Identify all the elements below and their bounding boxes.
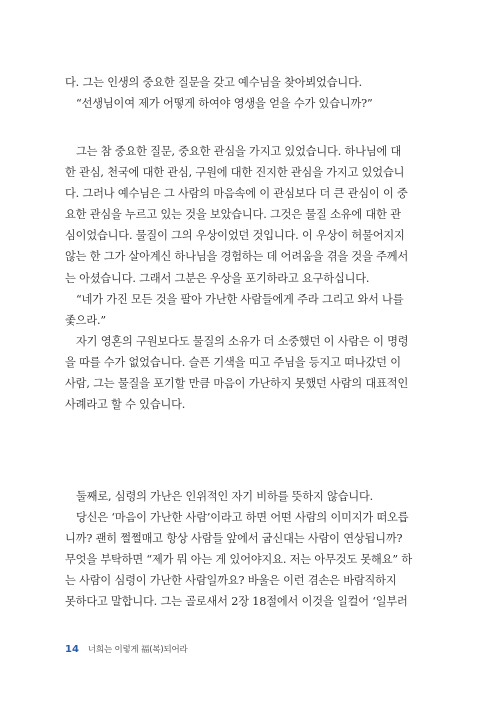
text-line: 요한 관심을 누르고 있는 것을 보았습니다. 그것은 물질 소유에 대한 관: [65, 208, 401, 222]
text-line: 그는 참 중요한 질문, 중요한 관심을 가지고 있었습니다. 하나님에 대: [76, 145, 402, 158]
text-line: 다. 그는 인생의 중요한 질문을 갖고 예수님을 찾아뵈었습니다.: [65, 76, 363, 89]
paragraph-3: [65, 486, 435, 613]
text-line: 당신은 ‘마음이 가난한 사람’이라고 하면 어떤 사람의 이미지가 떠오릅: [76, 511, 409, 525]
text-line: 사례라고 할 수 있습니다.: [65, 398, 186, 412]
text-line: 니까? 괜히 쩔쩔매고 항상 사람들 앞에서 굽신대는 사람이 연상됩니까?: [65, 532, 403, 546]
paragraph-2: [65, 141, 435, 415]
text-line: 좇으라.”: [65, 313, 106, 327]
page-number: 14: [65, 644, 79, 655]
text-line: 자기 영혼의 구원보다도 물질의 소유가 더 소중했던 이 사람은 이 명령: [76, 334, 409, 348]
text-line: 무엇을 부탁하면 “제가 뭐 아는 게 있어야지요. 저는 아무것도 못해요” 하: [65, 553, 413, 567]
text-line: 을 따를 수가 없었습니다. 슬픈 기색을 띠고 주님을 등지고 떠나갔던 이: [65, 355, 401, 369]
text-line: 는 아셨습니다. 그래서 그분은 우상을 포기하라고 요구하십니다.: [65, 271, 370, 285]
text-line: 사람, 그는 물질을 포기할 만큼 마음이 가난하지 못했던 사람의 대표적인: [65, 377, 409, 391]
running-title: 너희는 이렇게 福(복)되어라: [87, 645, 188, 655]
text-line: 둘째로, 심령의 가난은 인위적인 자기 비하를 뜻하지 않습니다.: [76, 490, 374, 503]
text-line: 않는 한 그가 살아계신 하나님을 경험하는 데 어려움을 겪을 것을 주께서: [65, 250, 409, 264]
text-line: “선생님이여 제가 어떻게 하여야 영생을 얻을 수가 있습니까?”: [76, 97, 373, 111]
text-line: 다. 그러나 예수님은 그 사람의 마음속에 이 관심보다 더 큰 관심이 이 중: [65, 187, 408, 201]
text-line: 는 사람이 심령이 가난한 사람일까요? 바울은 이런 겸손은 바람직하지: [65, 574, 397, 588]
text-line: 못하다고 말합니다. 그는 골로새서 2장 18절에서 이것을 일컬어 ‘일부러: [65, 595, 408, 609]
text-line: 심이었습니다. 물질이 그의 우상이었던 것입니다. 이 우상이 허물어지지: [65, 229, 405, 243]
paragraph-1: [65, 72, 435, 114]
text-line: 한 관심, 천국에 대한 관심, 구원에 대한 진지한 관심을 가지고 있었습니: [65, 166, 405, 180]
text-line: “네가 가진 모든 것을 팔아 가난한 사람들에게 주라 그리고 와서 나를: [76, 292, 404, 306]
page-footer: [65, 643, 188, 655]
